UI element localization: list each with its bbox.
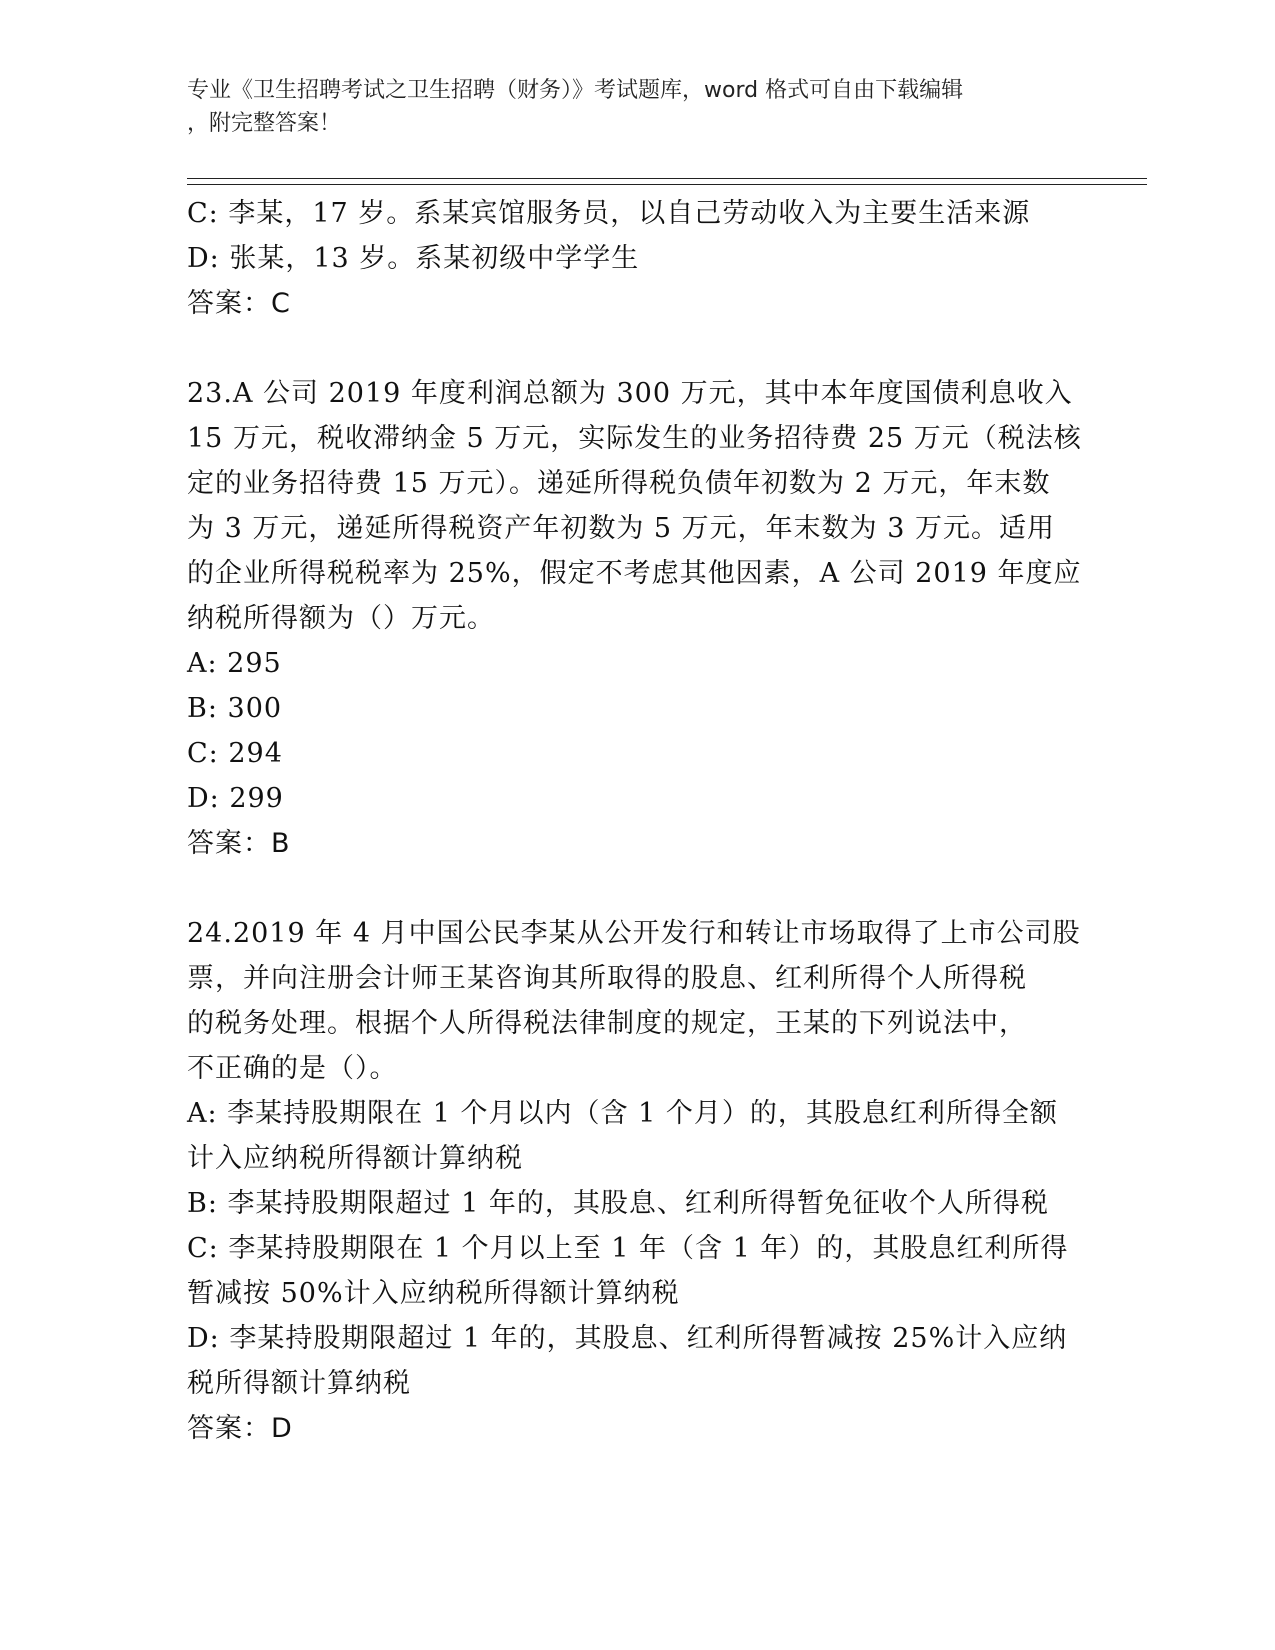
question-stem-line: 15 万元，税收滞纳金 5 万元，实际发生的业务招待费 25 万元（税法核	[187, 423, 1082, 454]
option-d-continued: 税所得额计算纳税	[187, 1368, 411, 1399]
answer-line: 答案：B	[187, 828, 291, 859]
question-stem-line: 的税务处理。根据个人所得税法律制度的规定，王某的下列说法中，	[187, 1008, 1027, 1039]
question-stem-line: 不正确的是（）。	[187, 1053, 398, 1084]
option-c-continued: 暂减按 50%计入应纳税所得额计算纳税	[187, 1278, 680, 1309]
answer-line: 答案：D	[187, 1413, 293, 1444]
option-d: D: 李某持股期限超过 1 年的，其股息、红利所得暂减按 25%计入应纳	[187, 1323, 1068, 1354]
question-stem-line: 24.2019 年 4 月中国公民李某从公开发行和转让市场取得了上市公司股	[187, 918, 1081, 949]
document-body	[187, 191, 1087, 1451]
option-c: C: 294	[187, 738, 283, 769]
question-stem-line: 票，并向注册会计师王某咨询其所取得的股息、红利所得个人所得税	[187, 963, 1027, 994]
option-c: C: 李某，17 岁。系某宾馆服务员，以自己劳动收入为主要生活来源	[187, 198, 1031, 229]
option-b: B: 李某持股期限超过 1 年的，其股息、红利所得暂免征收个人所得税	[187, 1188, 1049, 1219]
question-22	[187, 191, 1087, 326]
document-header	[187, 74, 1087, 140]
header-divider-bottom	[187, 184, 1147, 185]
option-b: B: 300	[187, 693, 283, 724]
option-d: D: 299	[187, 783, 284, 814]
option-a: A: 李某持股期限在 1 个月以内（含 1 个月）的，其股息红利所得全额	[187, 1098, 1058, 1129]
spacer	[187, 326, 1087, 371]
question-stem-line: 定的业务招待费 15 万元）。递延所得税负债年初数为 2 万元，年末数	[187, 468, 1051, 499]
option-a-continued: 计入应纳税所得额计算纳税	[187, 1143, 523, 1174]
question-stem-line: 的企业所得税税率为 25%，假定不考虑其他因素，A 公司 2019 年度应	[187, 558, 1082, 589]
header-line-2: ，附完整答案！	[187, 111, 342, 136]
option-d: D: 张某，13 岁。系某初级中学学生	[187, 243, 640, 274]
question-stem-line: 纳税所得额为（）万元。	[187, 603, 495, 634]
question-23	[187, 371, 1087, 866]
question-stem-line: 为 3 万元，递延所得税资产年初数为 5 万元，年末数为 3 万元。适用	[187, 513, 1056, 544]
option-a: A: 295	[187, 648, 282, 679]
spacer	[187, 866, 1087, 911]
header-divider-top	[187, 178, 1147, 179]
option-c: C: 李某持股期限在 1 个月以上至 1 年（含 1 年）的，其股息红利所得	[187, 1233, 1069, 1264]
header-line-1: 专业《卫生招聘考试之卫生招聘（财务）》考试题库，word 格式可自由下载编辑	[187, 78, 964, 103]
answer-line: 答案：C	[187, 288, 291, 319]
question-stem-line: 23.A 公司 2019 年度利润总额为 300 万元，其中本年度国债利息收入	[187, 378, 1073, 409]
question-24	[187, 911, 1087, 1451]
